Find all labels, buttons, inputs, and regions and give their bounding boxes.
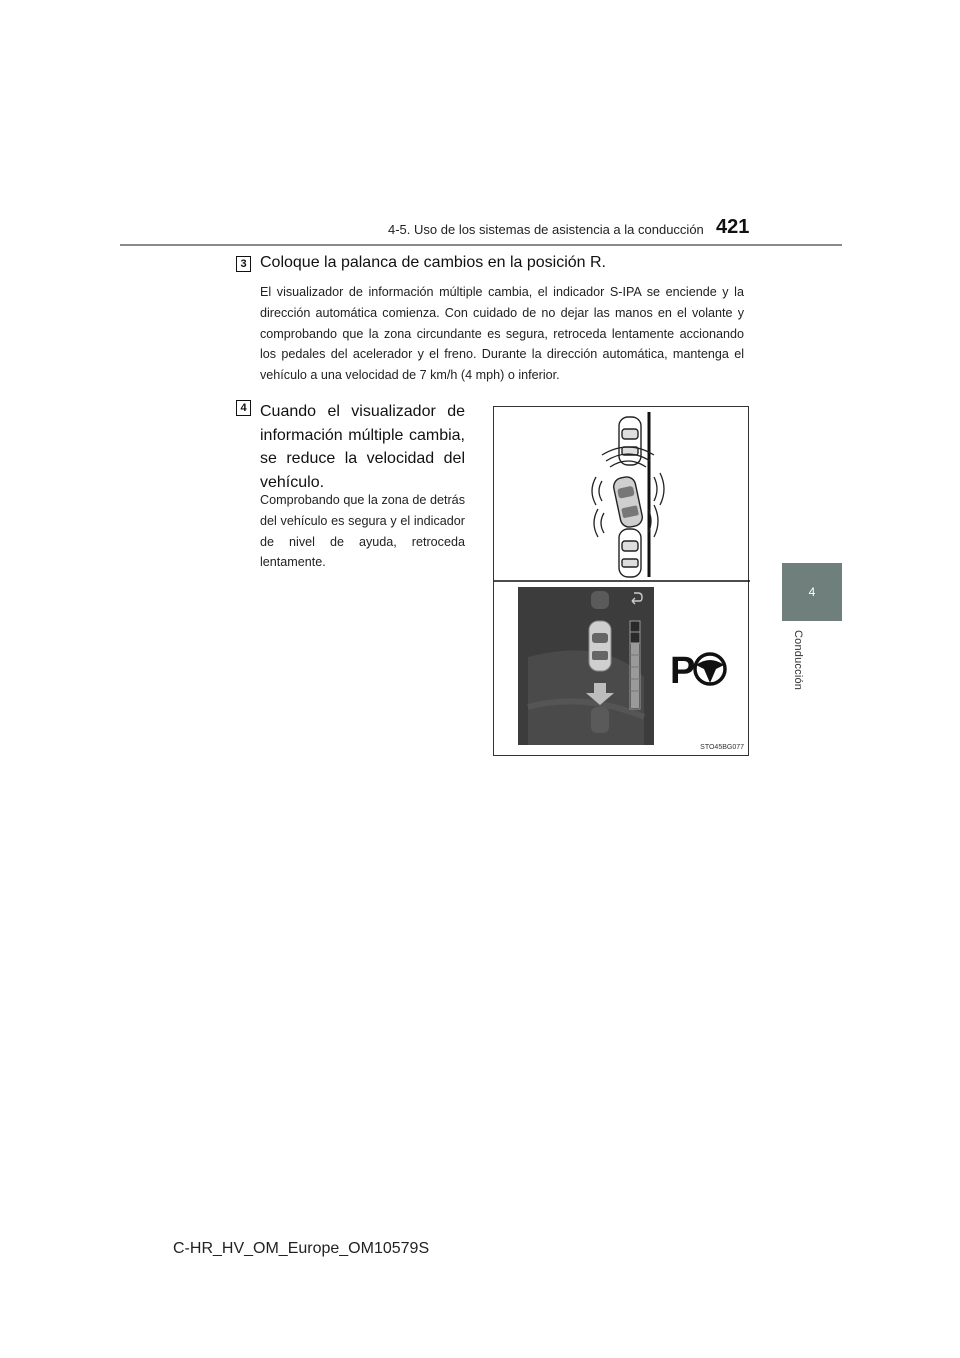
step-3-heading: Coloque la palanca de cambios en la posición R. (260, 254, 606, 271)
figure-code: STO45BG077 (700, 744, 744, 751)
reversing-car (612, 475, 644, 528)
step-3-badge: 3 (236, 256, 251, 272)
parking-assist-illustration (493, 406, 749, 756)
section-title: 4-5. Uso de los sistemas de asistencia a la conducción (388, 222, 704, 237)
parking-symbol: P (670, 650, 696, 692)
chapter-label: Conducción (792, 630, 804, 691)
chapter-tab (782, 563, 842, 621)
chapter-number: 4 (808, 585, 816, 599)
document-code: C-HR_HV_OM_Europe_OM10579S (173, 1240, 430, 1257)
mid-display (518, 587, 654, 745)
s-ipa-indicator (670, 650, 725, 692)
parked-car-rear (619, 529, 641, 577)
parked-car-front (619, 417, 641, 465)
step-4-heading: Cuando el visualizador de información múltiple cambia, se reduce la velocidad del vehículo. (260, 403, 465, 491)
step-4-badge: 4 (236, 400, 251, 416)
illustration-graphic (494, 407, 750, 757)
step-4-body: Comprobando que la zona de detrás del vehículo es segura y el indicador de nivel de ayuda, retroceda lentamente. (260, 493, 465, 570)
header-divider (120, 244, 842, 246)
step-3-body: El visualizador de información múltiple cambia, el indicador S-IPA se enciende y la dirección automática comienza. Con cuidado de no dejar las manos en el volante y comprobando que la zona circundante es segura, retroceda lentamente accionando los pedales del acelerador y el freno. Durante la dirección automática, mantenga el vehículo a una velocidad de 7 km/h (4 mph) o inferior. (260, 285, 744, 383)
page-number: 421 (716, 216, 750, 238)
